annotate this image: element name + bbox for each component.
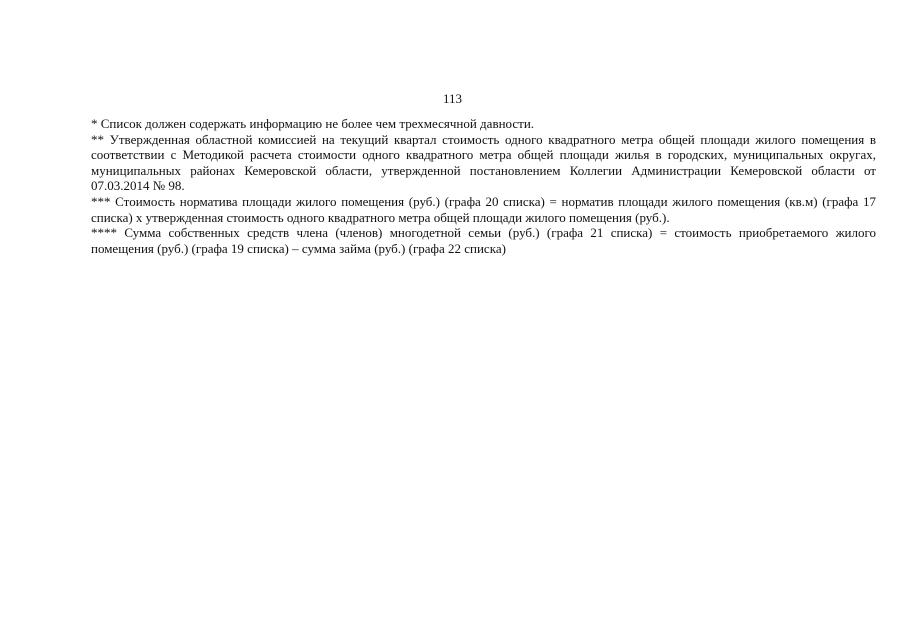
footnote-1: * Список должен содержать информацию не более чем трехмесячной давности. <box>91 116 535 131</box>
footnotes <box>91 116 876 256</box>
footnote-2: ** Утвержденная областной комиссией на текущий квартал стоимость одного квадратного метра общей площади жилого помещения в соответствии с Методикой расчета стоимости одного квадратного метра общей площади жилья в городских, муниципальных округах, муниципальных районах Кемеровской области, утвержденной постановлением Коллегии Администрации Кемеровской области от 07.03.2014 № 98. <box>91 131 876 194</box>
footnote-3: *** Стоимость норматива площади жилого помещения (руб.) (графа 20 списка) = норматив площади жилого помещения (кв.м) (графа 17 списка) х утвержденная стоимость одного квадратного метра общей площади жилого помещения (руб.). <box>91 193 876 225</box>
page-number: 113 <box>442 91 463 106</box>
footnote-4: **** Сумма собственных средств члена (членов) многодетной семьи (руб.) (графа 21 списка) = стоимость приобретаемого жилого помещения (руб.) (графа 19 списка) – сумма займа (руб.) (графа 22 списка) <box>91 225 876 256</box>
